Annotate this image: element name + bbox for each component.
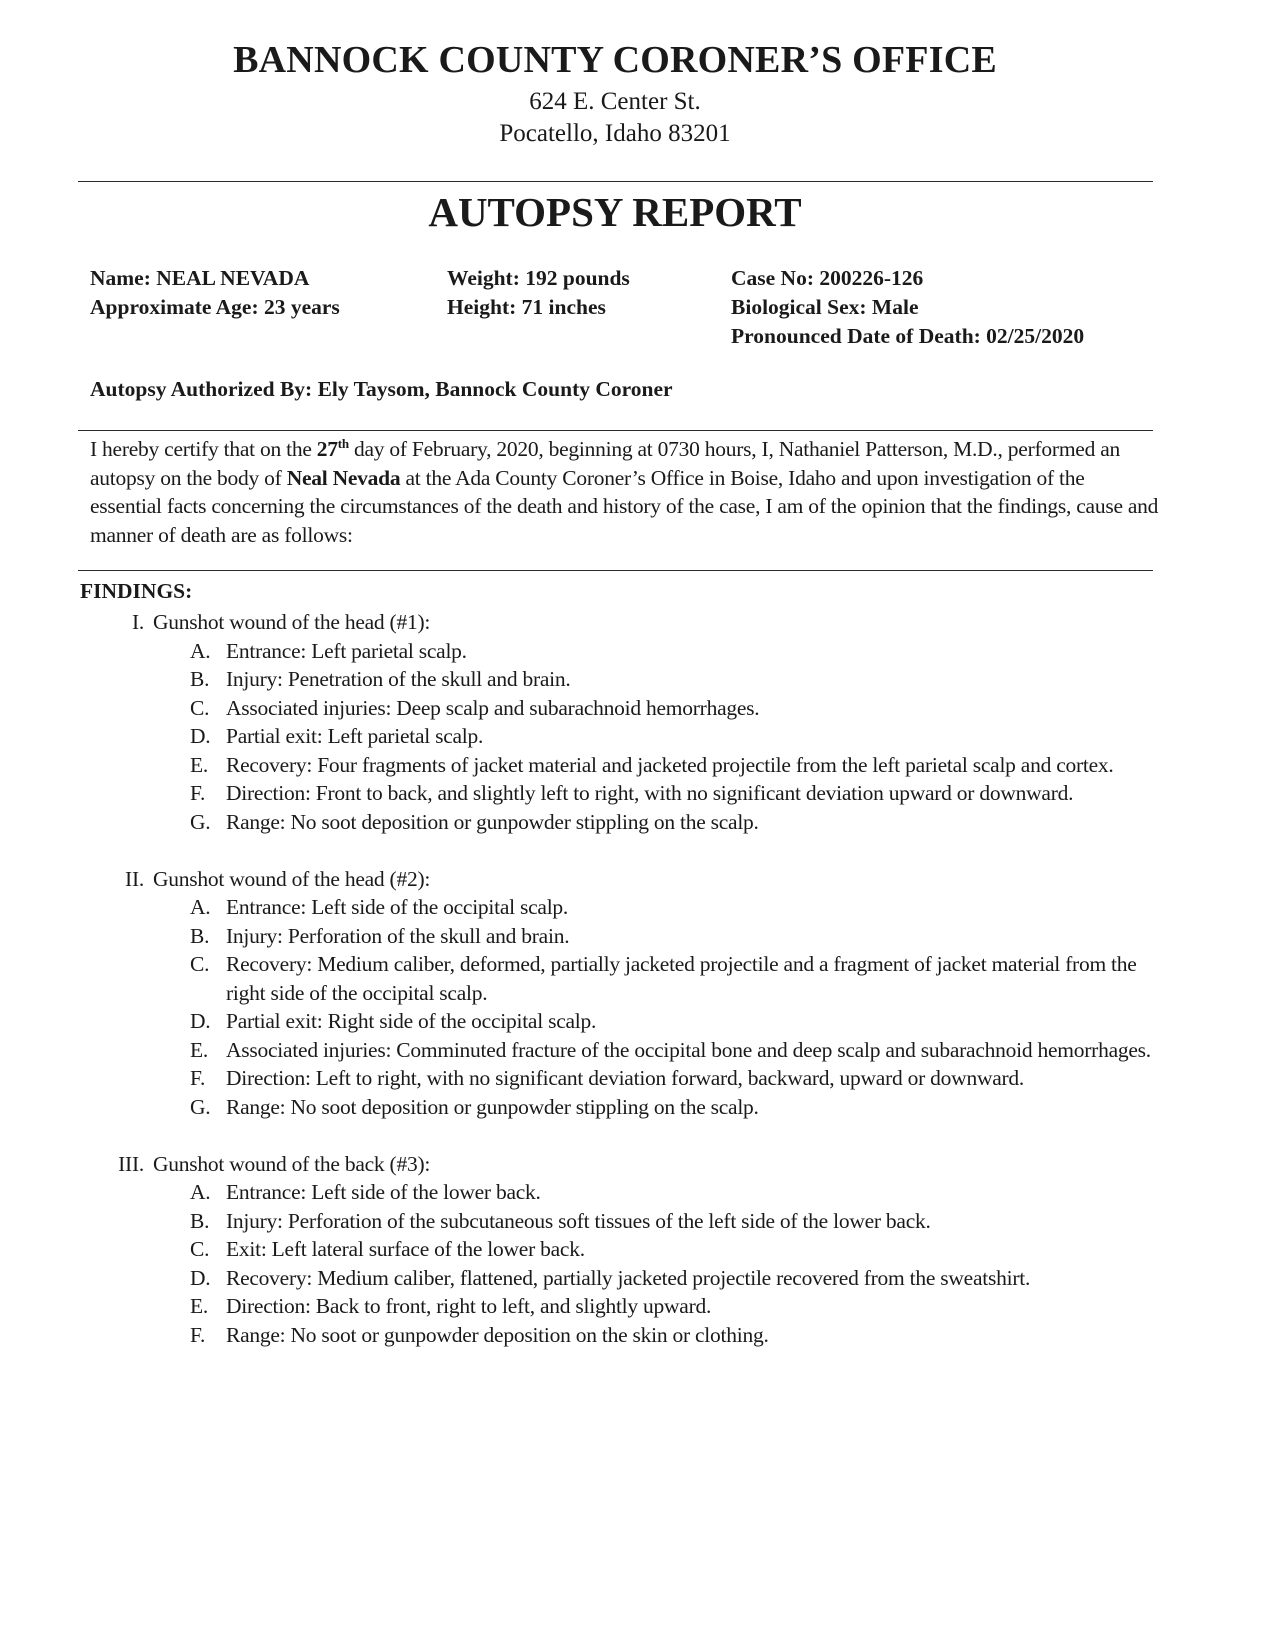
cert-day: 27 <box>316 437 338 461</box>
subject-name: Name: NEAL NEVADA <box>90 266 310 290</box>
finding-text: Entrance: Left side of the lower back. <box>226 1180 541 1204</box>
finding-letter: B. <box>190 1208 210 1233</box>
finding-text: Partial exit: Right side of the occipital scalp. <box>226 1009 597 1033</box>
finding-letter: B. <box>190 923 210 948</box>
finding-item <box>0 751 1156 780</box>
finding-text: Injury: Penetration of the skull and brain. <box>226 667 571 691</box>
wound-title-text: Gunshot wound of the back (#3): <box>153 1151 431 1176</box>
finding-text: Recovery: Medium caliber, deformed, partially jacketed projectile and a fragment of jacket material from the right side of the occipital scalp. <box>226 952 1137 1005</box>
date-of-death: Pronounced Date of Death: 02/25/2020 <box>731 324 1085 348</box>
cert-text-3: at the Ada County Coroner’s Office in Boise, Idaho and upon investigation of the essential facts concerning the circumstances of the death and history of the case, I am of the opinion that the findings, cause and manner of death are as follows: <box>90 465 1159 547</box>
finding-text: Entrance: Left side of the occipital scalp. <box>226 895 569 919</box>
certification-paragraph <box>90 435 1160 549</box>
finding-item <box>0 665 1156 694</box>
wound-section <box>0 865 1265 1122</box>
finding-item <box>0 950 1156 1007</box>
finding-letter: C. <box>190 695 210 720</box>
finding-letter: F. <box>190 781 206 805</box>
finding-text: Range: No soot deposition or gunpowder stippling on the scalp. <box>226 809 759 834</box>
finding-item <box>0 808 1156 837</box>
finding-item <box>0 1264 1156 1293</box>
wound-title-text: Gunshot wound of the head (#1): <box>153 610 431 634</box>
finding-letter: B. <box>190 667 210 691</box>
finding-text: Associated injuries: Comminuted fracture of the occipital bone and deep scalp and subarachnoid hemorrhages. <box>226 1037 1151 1062</box>
wound-number: II. <box>125 866 144 891</box>
finding-text: Exit: Left lateral surface of the lower back. <box>226 1237 585 1261</box>
finding-item <box>0 1036 1156 1065</box>
finding-letter: E. <box>190 1037 209 1062</box>
finding-text: Recovery: Four fragments of jacket material and jacketed projectile from the left parietal scalp and cortex. <box>226 752 1114 777</box>
cert-text-2: day of February, 2020, beginning at 0730 hours, I, Nathaniel Patterson, M.D., performed an autopsy on the body of <box>90 437 1121 490</box>
wound-title <box>0 1150 1265 1179</box>
finding-letter: G. <box>190 1094 211 1119</box>
wound-title <box>0 608 1265 637</box>
finding-text: Entrance: Left parietal scalp. <box>226 638 467 663</box>
address-city: Pocatello, Idaho 83201 <box>499 120 731 147</box>
subject-weight: Weight: 192 pounds <box>447 266 630 290</box>
wound-number: III. <box>118 1151 144 1176</box>
finding-letter: E. <box>190 752 209 777</box>
wound-section <box>0 608 1265 836</box>
finding-item <box>0 922 1156 951</box>
finding-text: Direction: Front to back, and slightly left to right, with no significant deviation upward or downward. <box>226 781 1074 805</box>
cert-day-suffix: th <box>337 435 349 451</box>
case-number: Case No: 200226-126 <box>731 266 924 290</box>
finding-item <box>0 1207 1156 1236</box>
cert-text-1: I hereby certify that on the <box>90 437 317 461</box>
finding-item <box>0 779 1156 808</box>
divider-findings <box>78 570 1153 571</box>
wound-section <box>0 1150 1265 1350</box>
findings-heading: FINDINGS: <box>80 579 193 603</box>
finding-letter: A. <box>190 638 211 663</box>
finding-letter: D. <box>190 1265 211 1290</box>
cert-decedent: Neal Nevada <box>286 465 401 490</box>
finding-letter: F. <box>190 1322 206 1347</box>
subject-info-col2 <box>447 264 630 322</box>
address-street: 624 E. Center St. <box>529 88 701 115</box>
finding-letter: G. <box>190 809 211 834</box>
finding-text: Injury: Perforation of the skull and brain. <box>226 923 570 948</box>
finding-text: Range: No soot deposition or gunpowder stippling on the scalp. <box>226 1094 759 1119</box>
finding-text: Range: No soot or gunpowder deposition on the skin or clothing. <box>226 1322 769 1347</box>
finding-item <box>0 722 1156 751</box>
finding-text: Direction: Back to front, right to left, and slightly upward. <box>226 1294 712 1318</box>
finding-text: Direction: Left to right, with no significant deviation forward, backward, upward or downward. <box>226 1066 1025 1090</box>
finding-item <box>0 637 1156 666</box>
finding-letter: A. <box>190 895 211 919</box>
wound-title <box>0 865 1265 894</box>
finding-item <box>0 1064 1156 1093</box>
finding-item <box>0 1178 1156 1207</box>
subject-height: Height: 71 inches <box>447 295 606 319</box>
finding-text: Recovery: Medium caliber, flattened, partially jacketed projectile recovered from the sweatshirt. <box>226 1265 1031 1290</box>
finding-item <box>0 893 1156 922</box>
divider-top <box>78 181 1153 182</box>
finding-item <box>0 1093 1156 1122</box>
biological-sex: Biological Sex: Male <box>731 295 919 319</box>
subject-age: Approximate Age: 23 years <box>90 295 340 319</box>
report-title: AUTOPSY REPORT <box>428 189 802 235</box>
finding-item <box>0 1292 1156 1321</box>
divider-middle <box>78 430 1153 431</box>
findings-list <box>0 608 1265 1378</box>
finding-letter: D. <box>190 724 211 748</box>
subject-info-col3 <box>731 264 1084 351</box>
finding-text: Partial exit: Left parietal scalp. <box>226 724 484 748</box>
finding-item <box>0 1235 1156 1264</box>
finding-letter: F. <box>190 1066 206 1090</box>
finding-letter: D. <box>190 1009 211 1033</box>
office-title: BANNOCK COUNTY CORONER’S OFFICE <box>233 39 997 81</box>
wound-title-text: Gunshot wound of the head (#2): <box>153 866 431 891</box>
finding-text: Associated injuries: Deep scalp and subarachnoid hemorrhages. <box>226 695 760 720</box>
finding-item <box>0 1321 1156 1350</box>
finding-item <box>0 1007 1156 1036</box>
authorized-by: Autopsy Authorized By: Ely Taysom, Bannock County Coroner <box>90 377 673 401</box>
finding-text: Injury: Perforation of the subcutaneous soft tissues of the left side of the lower back. <box>226 1208 931 1233</box>
wound-number: I. <box>131 610 144 634</box>
subject-info-col1 <box>90 264 340 322</box>
finding-letter: C. <box>190 952 210 976</box>
finding-item <box>0 694 1156 723</box>
finding-letter: E. <box>190 1294 209 1318</box>
finding-letter: C. <box>190 1237 210 1261</box>
finding-letter: A. <box>190 1180 211 1204</box>
